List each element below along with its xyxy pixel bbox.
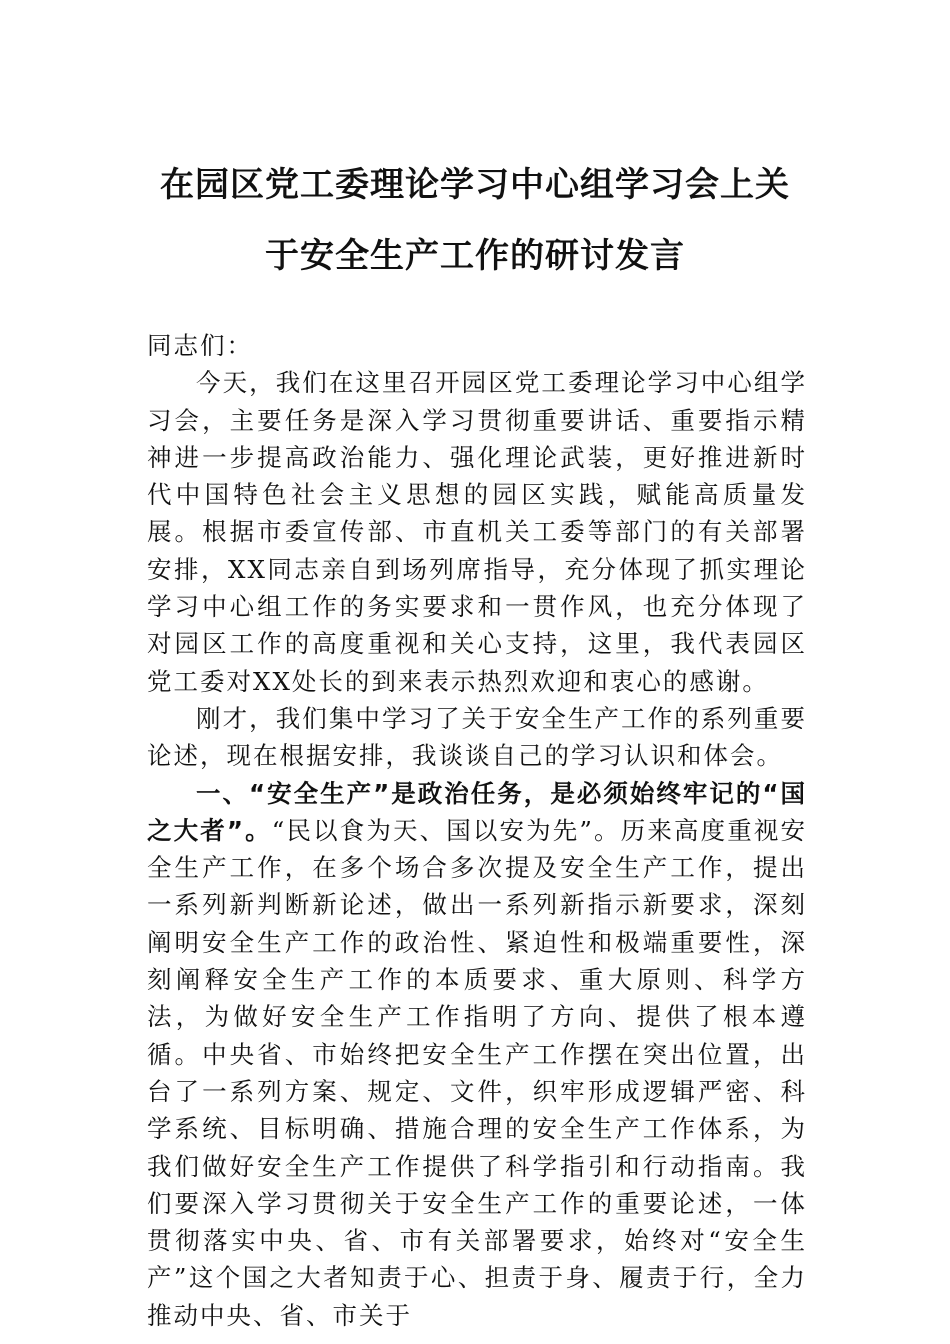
section-1-body: “民以食为天、国以安为先”。历来高度重视安全生产工作，在多个场合多次提及安全生产工作，提出一系列新判断新论述，做出一系列新指示新要求，深刻阐明安全生产工作的政治性、紧迫性和极端重要性，深刻阐释安全生产工作的本质要求、重大原则、科学方法，为做好安全生产工作指明了方向、提供了根本遵循。中央省、市始终把安全生产工作摆在突出位置，出台了一系列方案、规定、文件，织牢形成逻辑严密、科学系统、目标明确、措施合理的安全生产工作体系，为我们做好安全生产工作提供了科学指引和行动指南。我们要深入学习贯彻关于安全生产工作的重要论述，一体贯彻落实中央、省、市有关部署要求，始终对“安全生产”这个国之大者知责于心、担责于身、履责于行，全力推动中央、省、市关于 bbox=[147, 815, 807, 1330]
document-body bbox=[147, 327, 807, 1334]
salutation: 同志们： bbox=[147, 331, 253, 360]
paragraph-intro: 刚才，我们集中学习了关于安全生产工作的系列重要论述，现在根据安排，我谈谈自己的学习认识和体会。 bbox=[147, 703, 807, 771]
section-1-paragraph bbox=[147, 775, 807, 1334]
paragraph-opening: 今天，我们在这里召开园区党工委理论学习中心组学习会，主要任务是深入学习贯彻重要讲话、重要指示精神进一步提高政治能力、强化理论武装，更好推进新时代中国特色社会主义思想的园区实践，赋能高质量发展。根据市委宣传部、市直机关工委等部门的有关部署安排，XX同志亲自到场列席指导，充分体现了抓实理论学习中心组工作的务实要求和一贯作风，也充分体现了对园区工作的高度重视和关心支持，这里，我代表园区党工委对XX处长的到来表示热烈欢迎和衷心的感谢。 bbox=[147, 368, 807, 696]
document-title-line-2: 于安全生产工作的研讨发言 bbox=[265, 236, 685, 276]
section-1-heading: 一、“安全生产”是政治任务，是必须始终牢记的“国之大者”。 bbox=[147, 778, 807, 845]
document-title-line-1: 在园区党工委理论学习中心组学习会上关 bbox=[160, 165, 790, 205]
